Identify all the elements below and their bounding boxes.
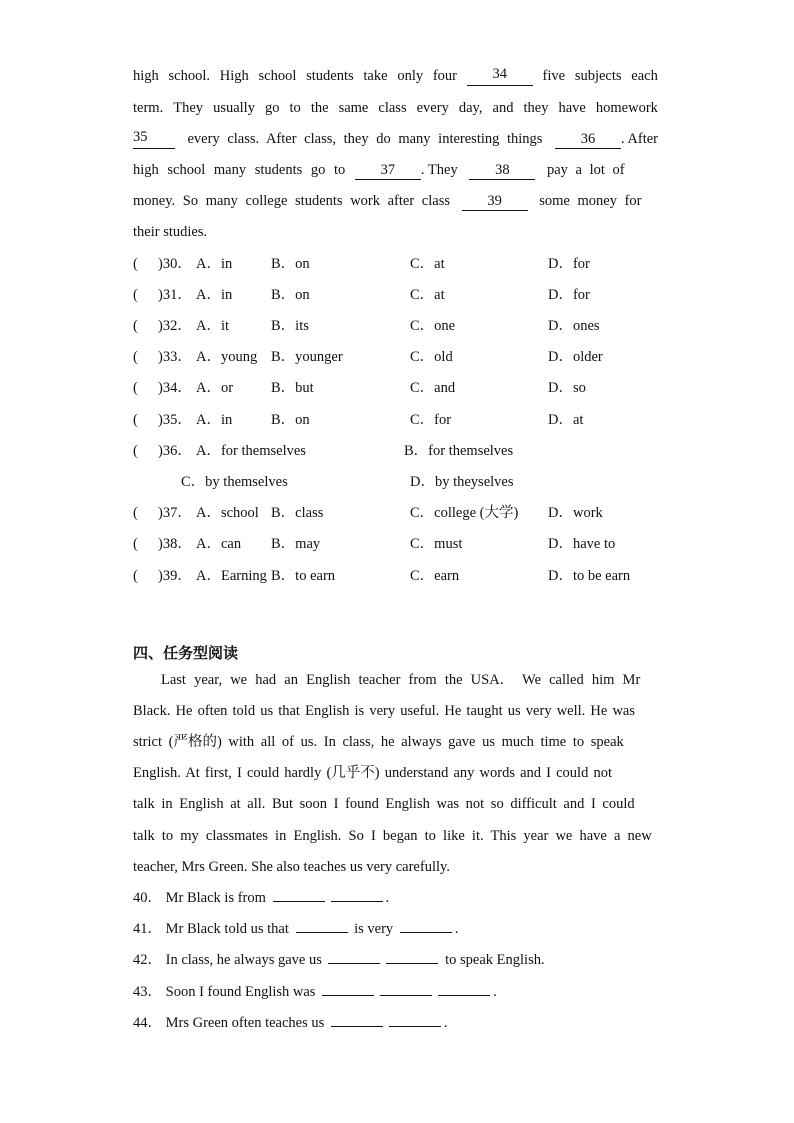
option-a: A．for themselves bbox=[196, 443, 306, 459]
reading-line-3: strict (严格的) with all of us. In class, he always gave us much time to speak bbox=[133, 734, 624, 750]
word: term. bbox=[133, 100, 164, 116]
option-c: C．must bbox=[410, 536, 463, 552]
answer-blank[interactable] bbox=[273, 888, 325, 902]
word: homework bbox=[595, 100, 658, 116]
answer-blank[interactable] bbox=[328, 950, 380, 964]
answer-blank[interactable] bbox=[438, 982, 490, 996]
word: go bbox=[264, 100, 280, 116]
question-text: Soon I found English was bbox=[165, 984, 316, 1000]
word: High bbox=[219, 68, 249, 84]
option-c: C．for bbox=[410, 412, 452, 428]
option-d: D．at bbox=[548, 412, 584, 428]
option-d: D．for bbox=[548, 256, 590, 272]
question-text: Mrs Green often teaches us bbox=[165, 1015, 325, 1031]
option-c: C．at bbox=[410, 287, 445, 303]
answer-paren-open: ( bbox=[133, 536, 138, 552]
reading-text: Last year, we had an English teacher from the USA． We called him Mr bbox=[161, 672, 641, 688]
option-a: A．Earning bbox=[196, 568, 267, 584]
option-c: C．earn bbox=[410, 568, 460, 584]
answer-blank[interactable] bbox=[380, 982, 432, 996]
answer-paren-open: ( bbox=[133, 349, 138, 365]
word: only bbox=[397, 68, 424, 84]
question-number: 40． bbox=[133, 890, 162, 906]
passage-text: . After bbox=[620, 131, 658, 147]
answer-blank[interactable] bbox=[296, 919, 348, 933]
word: day, bbox=[458, 100, 483, 116]
word: school bbox=[258, 68, 297, 84]
option-a: A．school bbox=[196, 505, 259, 521]
word: have bbox=[558, 100, 586, 116]
passage-text: some money for bbox=[539, 193, 642, 209]
question-text: In class, he always gave us bbox=[165, 952, 322, 968]
reading-line-4: English. At first, I could hardly (几乎不) understand any words and I could not bbox=[133, 765, 612, 781]
reading-line-2: Black. He often told us that English is very useful. He taught us very well. He was bbox=[133, 703, 635, 719]
passage-text: money. So many college students work after class bbox=[133, 193, 450, 209]
word: school. bbox=[168, 68, 211, 84]
word: high bbox=[133, 68, 159, 84]
passage-line-6 bbox=[133, 222, 658, 242]
question-number: )39． bbox=[158, 568, 192, 584]
fill-question-42 bbox=[133, 950, 658, 970]
question-text: Mr Black told us that bbox=[165, 921, 289, 937]
word: usually bbox=[213, 100, 255, 116]
question-text: Mr Black is from bbox=[165, 890, 266, 906]
option-d: D．by theyselves bbox=[410, 474, 514, 490]
option-a: A．young bbox=[196, 349, 258, 365]
option-c: C．at bbox=[410, 256, 445, 272]
option-b: B．but bbox=[271, 380, 314, 396]
word: to bbox=[289, 100, 301, 116]
passage-text: . They bbox=[420, 162, 458, 178]
fill-question-40: 40． Mr Black is from . bbox=[133, 890, 390, 906]
option-c: C．and bbox=[410, 380, 456, 396]
option-b: B．for themselves bbox=[404, 443, 514, 459]
word: the bbox=[310, 100, 329, 116]
word: They bbox=[173, 100, 204, 116]
blank-38: 38 bbox=[469, 162, 535, 180]
option-b: B．on bbox=[271, 256, 310, 272]
blank-39: 39 bbox=[462, 193, 528, 211]
option-d: D．have to bbox=[548, 536, 616, 552]
word: and bbox=[492, 100, 514, 116]
word: same bbox=[338, 100, 369, 116]
option-a: A．in bbox=[196, 287, 233, 303]
blank-36: 36 bbox=[555, 131, 621, 149]
answer-paren-open: ( bbox=[133, 287, 138, 303]
blank-35: 35 bbox=[133, 129, 175, 149]
passage-line-1 bbox=[133, 66, 658, 86]
option-a: A．or bbox=[196, 380, 234, 396]
option-b: B．on bbox=[271, 287, 310, 303]
question-number: 42． bbox=[133, 952, 162, 968]
question-number: )33． bbox=[158, 349, 192, 365]
word: students bbox=[306, 68, 354, 84]
option-b: B．class bbox=[271, 505, 324, 521]
question-number: )35． bbox=[158, 412, 192, 428]
answer-paren-open: ( bbox=[133, 505, 138, 521]
question-number: )34． bbox=[158, 380, 192, 396]
question-number: )36． bbox=[158, 443, 192, 459]
reading-line-7: teacher, Mrs Green. She also teaches us very carefully. bbox=[133, 859, 450, 875]
blank-34: 34 bbox=[467, 66, 533, 86]
answer-paren-open: ( bbox=[133, 568, 138, 584]
option-a: A．in bbox=[196, 256, 233, 272]
passage-line-2 bbox=[133, 98, 658, 118]
word: every bbox=[416, 100, 449, 116]
fill-question-41: 41． Mr Black told us that is very . bbox=[133, 921, 459, 937]
question-number: )38． bbox=[158, 536, 192, 552]
option-a: A．can bbox=[196, 536, 242, 552]
option-c: C．by themselves bbox=[181, 474, 288, 490]
answer-blank[interactable] bbox=[322, 982, 374, 996]
question-text: is very bbox=[354, 921, 394, 937]
option-d: D．work bbox=[548, 505, 603, 521]
word: each bbox=[631, 68, 658, 84]
fill-question-43: 43． Soon I found English was . bbox=[133, 984, 497, 1000]
option-d: D．so bbox=[548, 380, 586, 396]
answer-blank[interactable] bbox=[400, 919, 452, 933]
question-text: to speak English. bbox=[445, 952, 545, 968]
option-b: B．to earn bbox=[271, 568, 336, 584]
answer-blank[interactable] bbox=[331, 888, 383, 902]
option-d: D．ones bbox=[548, 318, 600, 334]
passage-line-4 bbox=[133, 160, 658, 180]
option-d: D．to be earn bbox=[548, 568, 631, 584]
word: take bbox=[363, 68, 388, 84]
option-a: A．in bbox=[196, 412, 233, 428]
passage-text: high school many students go to bbox=[133, 162, 346, 178]
word: class bbox=[378, 100, 407, 116]
reading-line-6: talk to my classmates in English. So I began to like it. This year we have a new bbox=[133, 828, 652, 844]
reading-line-5: talk in English at all. But soon I found English was not so difficult and I could bbox=[133, 796, 635, 812]
answer-paren-open: ( bbox=[133, 443, 138, 459]
answer-blank[interactable] bbox=[386, 950, 438, 964]
question-number: )31． bbox=[158, 287, 192, 303]
reading-line-1 bbox=[161, 670, 660, 690]
question-number: )37． bbox=[158, 505, 192, 521]
question-number: 44． bbox=[133, 1015, 162, 1031]
question-number: 41． bbox=[133, 921, 162, 937]
passage-line-3 bbox=[133, 129, 658, 149]
answer-blank[interactable] bbox=[331, 1013, 383, 1027]
passage-line-5 bbox=[133, 191, 658, 211]
option-d: D．older bbox=[548, 349, 603, 365]
answer-paren-open: ( bbox=[133, 256, 138, 272]
blank-37: 37 bbox=[355, 162, 421, 180]
option-c: C．old bbox=[410, 349, 453, 365]
option-b: B．younger bbox=[271, 349, 343, 365]
section-heading: 四、任务型阅读 bbox=[133, 644, 239, 662]
option-b: B．its bbox=[271, 318, 309, 334]
passage-text: pay a lot of bbox=[546, 162, 625, 178]
word: four bbox=[432, 68, 458, 84]
option-c: C．college (大学) bbox=[410, 505, 519, 521]
word: five bbox=[542, 68, 566, 84]
option-b: B．on bbox=[271, 412, 310, 428]
passage-text: every class. After class, they do many interesting things bbox=[187, 131, 543, 147]
option-b: B．may bbox=[271, 536, 321, 552]
answer-blank[interactable] bbox=[389, 1013, 441, 1027]
question-number: 43． bbox=[133, 984, 162, 1000]
passage-text: their studies. bbox=[133, 224, 208, 240]
answer-paren-open: ( bbox=[133, 412, 138, 428]
option-d: D．for bbox=[548, 287, 590, 303]
answer-paren-open: ( bbox=[133, 380, 138, 396]
word: subjects bbox=[574, 68, 622, 84]
word: they bbox=[523, 100, 549, 116]
option-a: A．it bbox=[196, 318, 230, 334]
question-number: )32． bbox=[158, 318, 192, 334]
option-c: C．one bbox=[410, 318, 456, 334]
question-number: )30． bbox=[158, 256, 192, 272]
answer-paren-open: ( bbox=[133, 318, 138, 334]
fill-question-44: 44． Mrs Green often teaches us . bbox=[133, 1015, 448, 1031]
